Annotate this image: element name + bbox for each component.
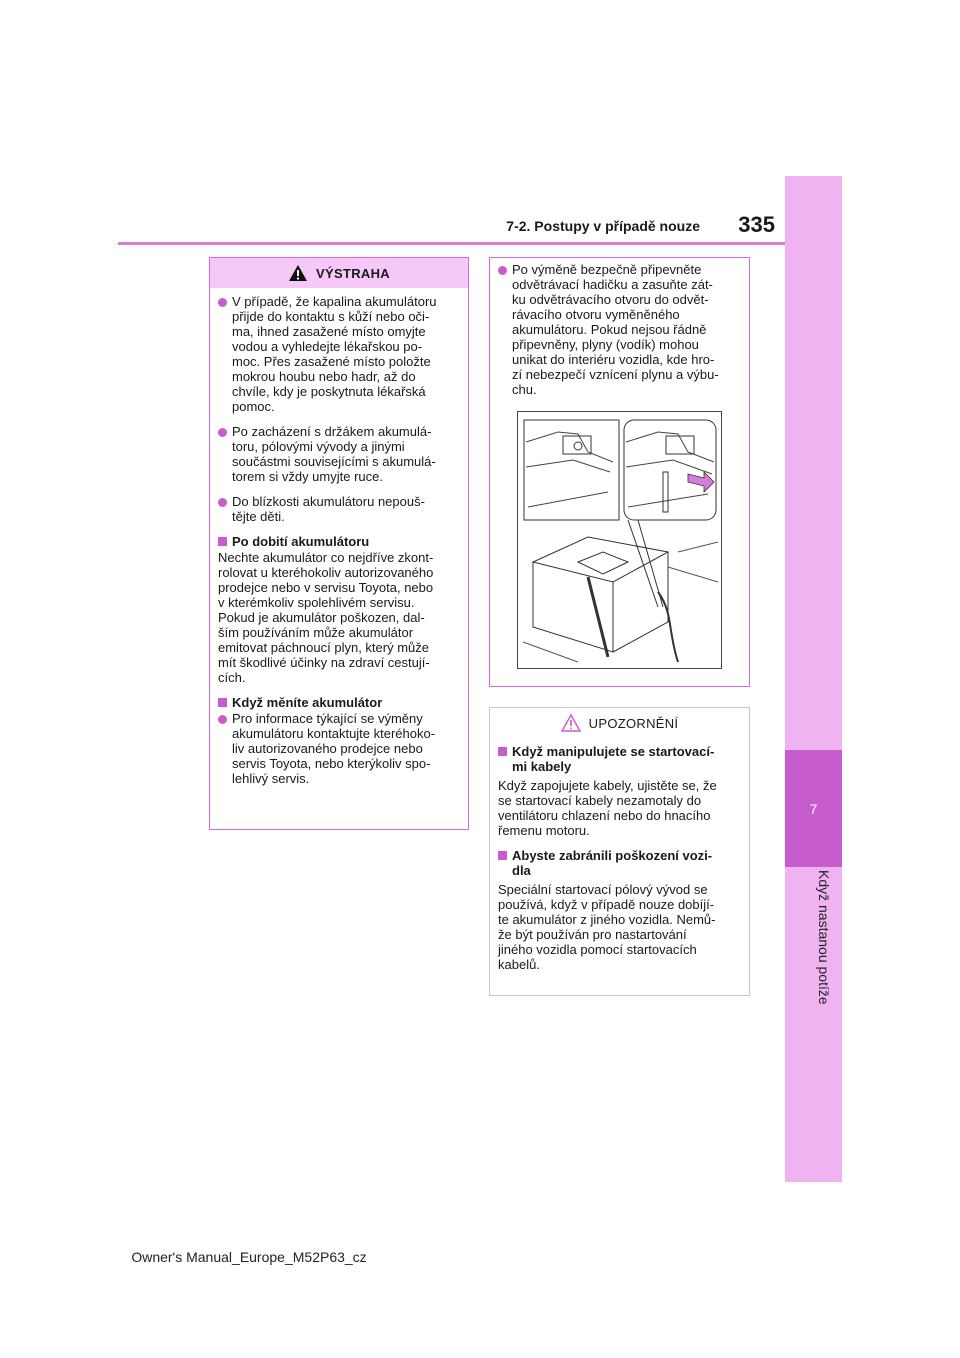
footer-manual-id: Owner's Manual_Europe_M52P63_cz — [131, 1249, 367, 1265]
warning-header — [210, 258, 468, 288]
page-number: 335 — [738, 212, 775, 237]
battery-diagram — [518, 412, 721, 668]
square-bullet-icon — [498, 747, 507, 756]
caution-box — [489, 707, 750, 996]
square-bullet-icon — [218, 537, 227, 546]
caution-title: UPOZORNĚNÍ — [588, 715, 679, 731]
warning-box — [209, 257, 469, 830]
section-heading-replace-battery: Když měníte akumulátor — [218, 695, 460, 710]
section-title: 7-2. Postupy v případě nouze — [506, 218, 700, 234]
section-text-vehicle-damage: Speciální startovací pólový vývod se používá, když v případě nouze dobíjí- te akumulátor z jiného vozidla. Nemů- že být používán pro nastartování jiného vozidla pomocí startovacích kabelů. — [498, 882, 716, 972]
vent-hose-bullet: Po výměně bezpečně připevněte odvětrávací hadičku a zasuňte zát- ku odvětrávacího otvoru do odvět- rávacího otvoru vyměněného akumulátoru. Pokud nejsou řádně připevněny, plyny (vodík) mohou unikat do interiéru vozidla, kde hro- zí nebezpečí vznícení plynu a výbu- chu. — [498, 262, 741, 397]
header-rule — [118, 242, 785, 245]
bullet-dot-icon — [218, 498, 227, 507]
section-heading-jumper-cables: Když manipulujete se startovací- mi kabely — [498, 744, 741, 774]
battery-vent-illustration — [517, 411, 722, 669]
warning-triangle-icon — [288, 264, 308, 282]
section-heading-vehicle-damage: Abyste zabránili poškození vozi- dla — [498, 848, 741, 878]
bullet-dot-icon — [498, 266, 507, 275]
section-text-after-charge: Nechte akumulátor co nejdříve zkont- rolovat u kteréhokoliv autorizovaného prodejce nebo v servisu Toyota, nebo v kterémkoliv spolehlivém servisu. Pokud je akumulátor poškozen, dal- ším používáním může akumulátor emitovat páchnoucí plyn, který může mít škodlivé účinky na zdraví cestují- cích. — [218, 550, 434, 685]
square-bullet-icon — [218, 698, 227, 707]
replace-battery-bullet: Pro informace týkající se výměny akumulátoru kontaktujte kteréhoko- liv autorizovaného prodejce nebo servis Toyota, nebo kterýkoliv spo- lehlivý servis. — [218, 711, 460, 786]
warning-bullet: V případě, že kapalina akumulátoru přijde do kontaktu s kůží nebo oči- ma, ihned zasažené místo omyjte vodou a vyhledejte lékařskou po- moc. Přes zasažené místo položte mokrou houbu nebo hadr, až do chvíle, kdy je poskytnuta lékařská pomoc. — [218, 294, 460, 414]
warning-continuation-box — [489, 257, 750, 687]
section-text-jumper-cables: Když zapojujete kabely, ujistěte se, že se startovací kabely nezamotaly do ventilátoru chlazení nebo do hnacího řemenu motoru. — [498, 778, 717, 838]
warning-bullet: Do blízkosti akumulátoru nepouš- tějte děti. — [218, 494, 460, 524]
caution-header — [490, 708, 749, 738]
square-bullet-icon — [498, 851, 507, 860]
bullet-dot-icon — [218, 428, 227, 437]
warning-title: VÝSTRAHA — [316, 265, 390, 281]
caution-triangle-icon — [561, 714, 581, 732]
chapter-number: 7 — [785, 750, 842, 867]
bullet-dot-icon — [218, 298, 227, 307]
bullet-dot-icon — [218, 715, 227, 724]
chapter-title: Když nastanou potíže — [816, 870, 832, 1005]
section-heading-after-charge: Po dobití akumulátoru — [218, 534, 460, 549]
warning-bullet: Po zacházení s držákem akumulá- toru, pólovými vývody a jinými součástmi souvisejícími s akumulá- torem si vždy umyjte ruce. — [218, 424, 460, 484]
